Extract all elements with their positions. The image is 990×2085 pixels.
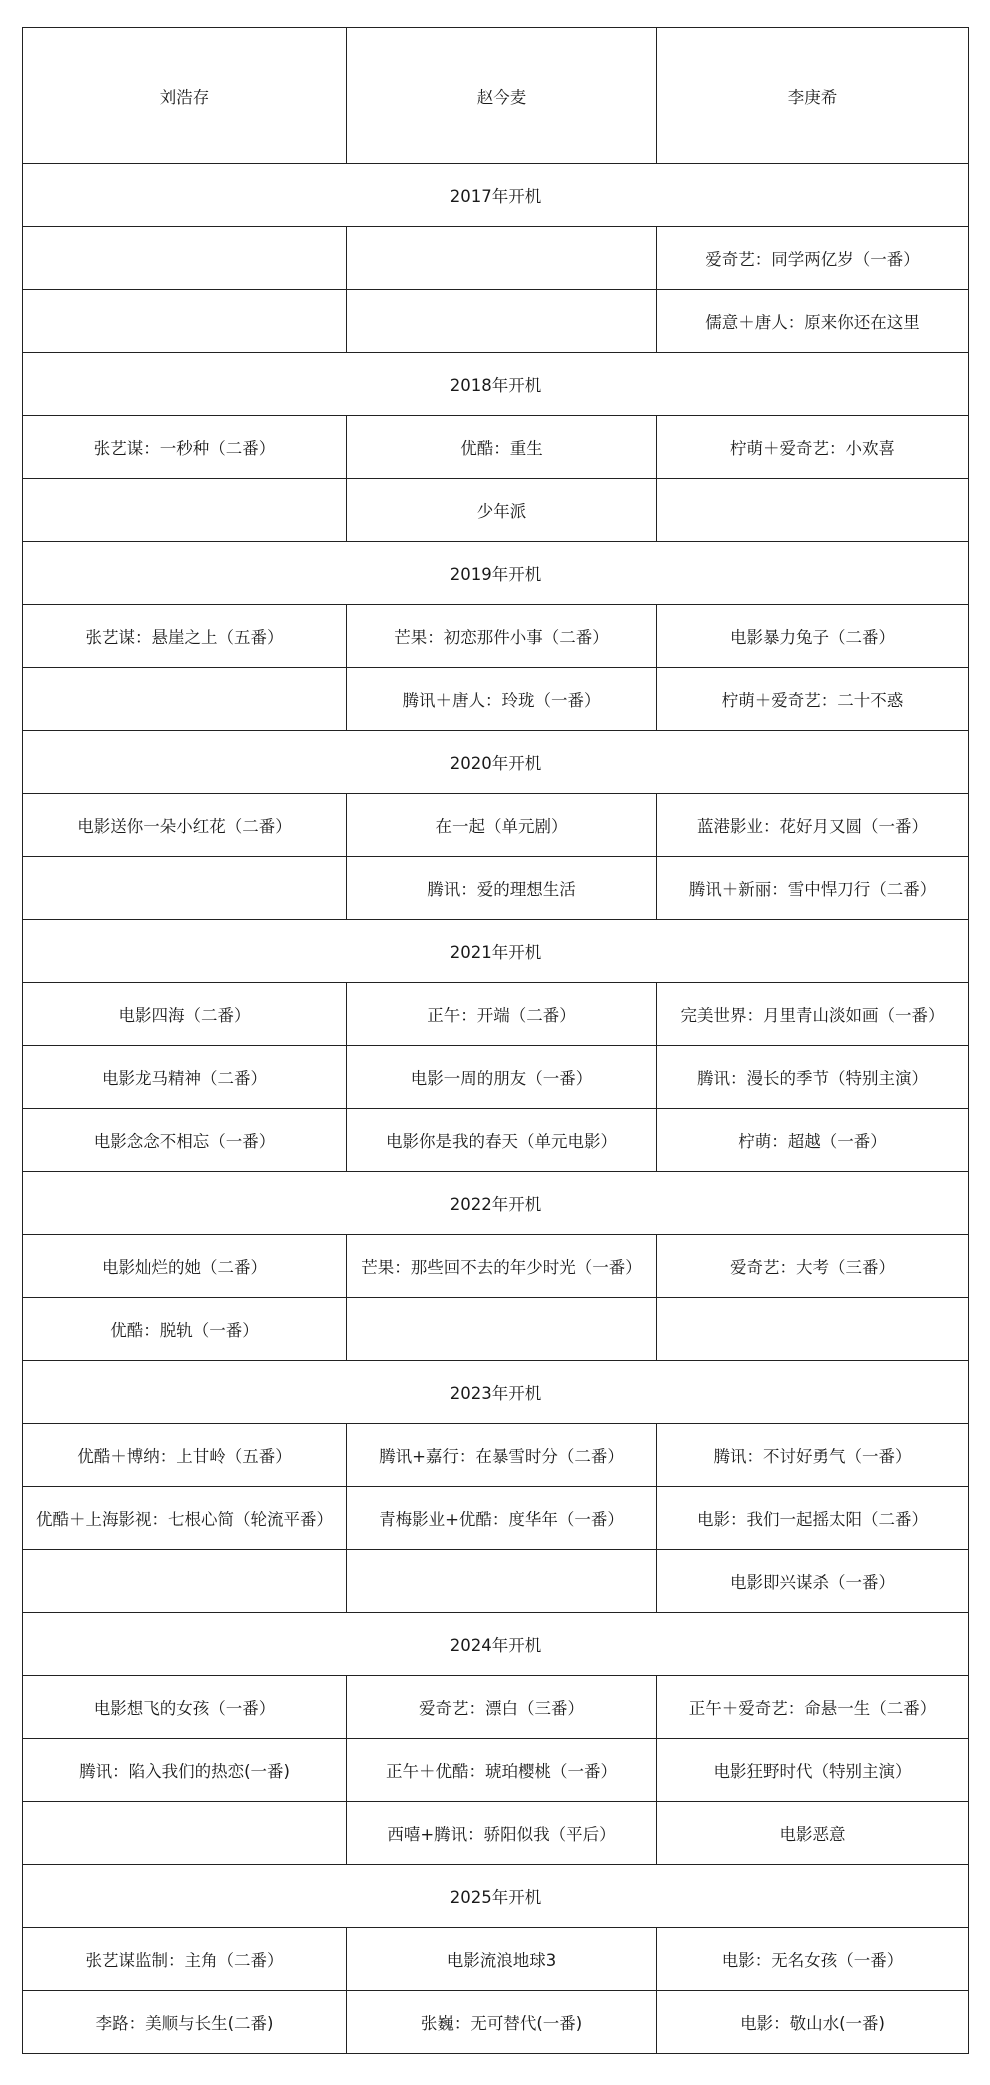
table-cell: 优酷＋上海影视：七根心简（轮流平番） (23, 1487, 347, 1550)
table-row (23, 1928, 969, 1991)
table-cell: 电影送你一朵小红花（二番） (23, 794, 347, 857)
year-row (23, 731, 969, 794)
table-cell (657, 1298, 969, 1361)
table-cell: 腾讯：不讨好勇气（一番） (657, 1424, 969, 1487)
table-cell: 电影念念不相忘（一番） (23, 1109, 347, 1172)
table-cell (23, 857, 347, 920)
table-cell: 电影一周的朋友（一番） (347, 1046, 657, 1109)
table-cell: 电影你是我的春天（单元电影） (347, 1109, 657, 1172)
table-cell: 张艺谋：悬崖之上（五番） (23, 605, 347, 668)
table-cell (23, 668, 347, 731)
table-cell: 正午＋优酷：琥珀樱桃（一番） (347, 1739, 657, 1802)
header-cell-liu-haocun: 刘浩存 (23, 28, 347, 164)
table-row (23, 1739, 969, 1802)
table-cell (23, 227, 347, 290)
table-cell: 完美世界：月里青山淡如画（一番） (657, 983, 969, 1046)
year-row (23, 1865, 969, 1928)
table-cell: 优酷：重生 (347, 416, 657, 479)
table-cell: 腾讯＋新丽：雪中悍刀行（二番） (657, 857, 969, 920)
table-cell: 爱奇艺：同学两亿岁（一番） (657, 227, 969, 290)
table-cell: 腾讯：爱的理想生活 (347, 857, 657, 920)
header-row (23, 28, 969, 164)
table-cell (347, 227, 657, 290)
year-row (23, 542, 969, 605)
table-row (23, 1802, 969, 1865)
year-heading: 2018年开机 (23, 353, 969, 416)
table-row (23, 983, 969, 1046)
table-cell: 正午：开端（二番） (347, 983, 657, 1046)
table-cell: 西嘻+腾讯：骄阳似我（平后） (347, 1802, 657, 1865)
table-cell: 电影灿烂的她（二番） (23, 1235, 347, 1298)
table-cell: 少年派 (347, 479, 657, 542)
year-row (23, 1172, 969, 1235)
table-cell: 柠萌：超越（一番） (657, 1109, 969, 1172)
table-cell: 优酷：脱轨（一番） (23, 1298, 347, 1361)
table-cell: 腾讯：漫长的季节（特别主演） (657, 1046, 969, 1109)
year-heading: 2022年开机 (23, 1172, 969, 1235)
table-row (23, 1487, 969, 1550)
year-heading: 2025年开机 (23, 1865, 969, 1928)
table-cell: 电影即兴谋杀（一番） (657, 1550, 969, 1613)
table-row (23, 1676, 969, 1739)
year-row (23, 920, 969, 983)
table-cell: 张艺谋监制：主角（二番） (23, 1928, 347, 1991)
table-row (23, 227, 969, 290)
table-cell: 张艺谋：一秒种（二番） (23, 416, 347, 479)
table-cell (23, 479, 347, 542)
table-cell: 电影：敬山水(一番) (657, 1991, 969, 2054)
year-heading: 2021年开机 (23, 920, 969, 983)
table-row (23, 794, 969, 857)
table-cell: 正午＋爱奇艺：命悬一生（二番） (657, 1676, 969, 1739)
table-cell (347, 1298, 657, 1361)
table-row (23, 416, 969, 479)
table-cell: 芒果：那些回不去的年少时光（一番） (347, 1235, 657, 1298)
table-cell (23, 290, 347, 353)
table-cell: 在一起（单元剧） (347, 794, 657, 857)
year-heading: 2017年开机 (23, 164, 969, 227)
table-cell: 柠萌＋爱奇艺：二十不惑 (657, 668, 969, 731)
table-row (23, 1046, 969, 1109)
table-cell: 优酷＋博纳：上甘岭（五番） (23, 1424, 347, 1487)
table-cell: 爱奇艺：大考（三番） (657, 1235, 969, 1298)
table-cell: 电影龙马精神（二番） (23, 1046, 347, 1109)
table-cell: 蓝港影业：花好月又圆（一番） (657, 794, 969, 857)
table-cell: 电影暴力兔子（二番） (657, 605, 969, 668)
table-cell (347, 1550, 657, 1613)
table-row (23, 1550, 969, 1613)
table-cell (23, 1802, 347, 1865)
year-row (23, 353, 969, 416)
table-cell: 电影恶意 (657, 1802, 969, 1865)
table-cell: 电影流浪地球3 (347, 1928, 657, 1991)
table-cell: 电影：无名女孩（一番） (657, 1928, 969, 1991)
table-row (23, 857, 969, 920)
table-cell: 李路：美顺与长生(二番) (23, 1991, 347, 2054)
year-heading: 2024年开机 (23, 1613, 969, 1676)
filmography-table (22, 27, 969, 2054)
table-cell: 儒意＋唐人：原来你还在这里 (657, 290, 969, 353)
table-cell: 芒果：初恋那件小事（二番） (347, 605, 657, 668)
table-row (23, 668, 969, 731)
year-heading: 2019年开机 (23, 542, 969, 605)
table-cell: 腾讯＋唐人：玲珑（一番） (347, 668, 657, 731)
table-cell: 柠萌＋爱奇艺：小欢喜 (657, 416, 969, 479)
table-cell: 爱奇艺：漂白（三番） (347, 1676, 657, 1739)
table-cell: 青梅影业+优酷：度华年（一番） (347, 1487, 657, 1550)
year-row (23, 1361, 969, 1424)
table-cell (347, 290, 657, 353)
header-cell-li-gengxi: 李庚希 (657, 28, 969, 164)
header-cell-zhao-jinmai: 赵今麦 (347, 28, 657, 164)
table-cell (657, 479, 969, 542)
table-row (23, 1298, 969, 1361)
table-row (23, 605, 969, 668)
table-row (23, 1235, 969, 1298)
table-row (23, 290, 969, 353)
year-row (23, 164, 969, 227)
table-cell: 张巍：无可替代(一番) (347, 1991, 657, 2054)
table-row (23, 1991, 969, 2054)
table-cell: 电影想飞的女孩（一番） (23, 1676, 347, 1739)
table-cell: 电影：我们一起摇太阳（二番） (657, 1487, 969, 1550)
table-cell: 电影狂野时代（特别主演） (657, 1739, 969, 1802)
table-cell: 腾讯：陷入我们的热恋(一番) (23, 1739, 347, 1802)
table-cell: 腾讯+嘉行：在暴雪时分（二番） (347, 1424, 657, 1487)
year-heading: 2023年开机 (23, 1361, 969, 1424)
year-row (23, 1613, 969, 1676)
table-row (23, 1109, 969, 1172)
table-cell (23, 1550, 347, 1613)
table-cell: 电影四海（二番） (23, 983, 347, 1046)
table-row (23, 1424, 969, 1487)
year-heading: 2020年开机 (23, 731, 969, 794)
table-row (23, 479, 969, 542)
